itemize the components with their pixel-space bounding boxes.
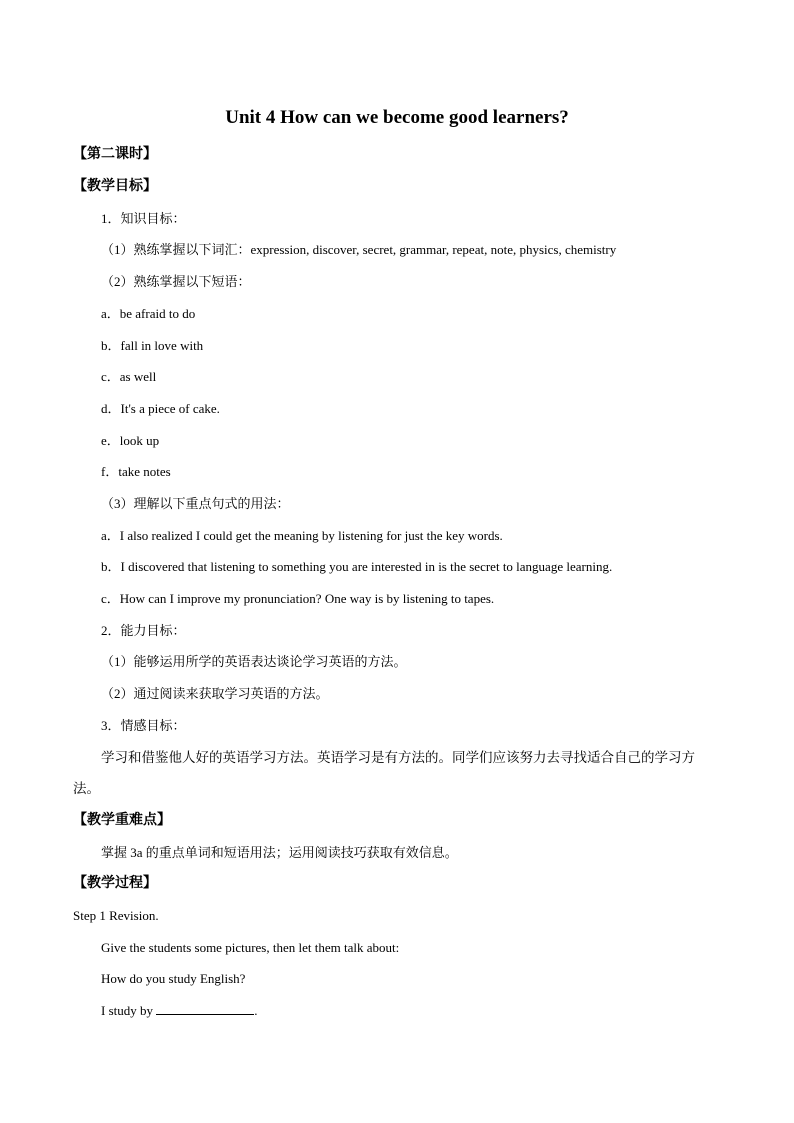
sentences-heading: （3）理解以下重点句式的用法： bbox=[101, 496, 290, 511]
knowledge-objective-label: 1．知识目标： bbox=[101, 211, 186, 226]
phrase-item: d．It's a piece of cake. bbox=[101, 401, 220, 416]
answer-blank[interactable] bbox=[156, 1002, 254, 1015]
phrase-item: a．be afraid to do bbox=[101, 306, 196, 321]
process-line: Give the students some pictures, then let them talk about: bbox=[101, 940, 400, 955]
objectives-heading: 【教学目标】 bbox=[73, 179, 157, 194]
step-1-title: Step 1 Revision. bbox=[73, 908, 159, 923]
fill-in-line bbox=[101, 1002, 258, 1020]
process-line: How do you study English? bbox=[101, 971, 246, 986]
process-heading: 【教学过程】 bbox=[73, 876, 157, 891]
emotion-objective-label: 3．情感目标： bbox=[101, 718, 186, 733]
phrase-item: f．take notes bbox=[101, 464, 171, 479]
sentence-item: a．I also realized I could get the meaning by listening for just the key words. bbox=[101, 528, 503, 543]
phrase-item: c．as well bbox=[101, 369, 157, 384]
vocabulary-line: （1）熟练掌握以下词汇：expression, discover, secret, grammar, repeat, note, physics, chemistry bbox=[101, 242, 617, 257]
fill-in-prefix: I study by bbox=[101, 1003, 157, 1018]
fill-in-suffix: . bbox=[254, 1003, 258, 1018]
key-points-heading: 【教学重难点】 bbox=[73, 813, 171, 828]
emotion-paragraph: 学习和借鉴他人好的英语学习方法。英语学习是有方法的。同学们应该努力去寻找适合自己的学习方法。 bbox=[73, 750, 695, 796]
phrase-item: b．fall in love with bbox=[101, 338, 204, 353]
phrases-heading: （2）熟练掌握以下短语： bbox=[101, 274, 251, 289]
ability-objective-label: 2．能力目标： bbox=[101, 623, 186, 638]
sentence-item: b．I discovered that listening to something you are interested in is the secret to language learning. bbox=[101, 559, 613, 574]
ability-item: （2）通过阅读来获取学习英语的方法。 bbox=[101, 686, 329, 701]
phrase-item: e．look up bbox=[101, 433, 160, 448]
ability-item: （1）能够运用所学的英语表达谈论学习英语的方法。 bbox=[101, 654, 407, 669]
lesson-label: 【第二课时】 bbox=[73, 147, 157, 162]
sentence-item: c．How can I improve my pronunciation? One way is by listening to tapes. bbox=[101, 591, 495, 606]
page-title: Unit 4 How can we become good learners? bbox=[225, 107, 569, 128]
key-points-text: 掌握 3a 的重点单词和短语用法；运用阅读技巧获取有效信息。 bbox=[101, 845, 458, 860]
